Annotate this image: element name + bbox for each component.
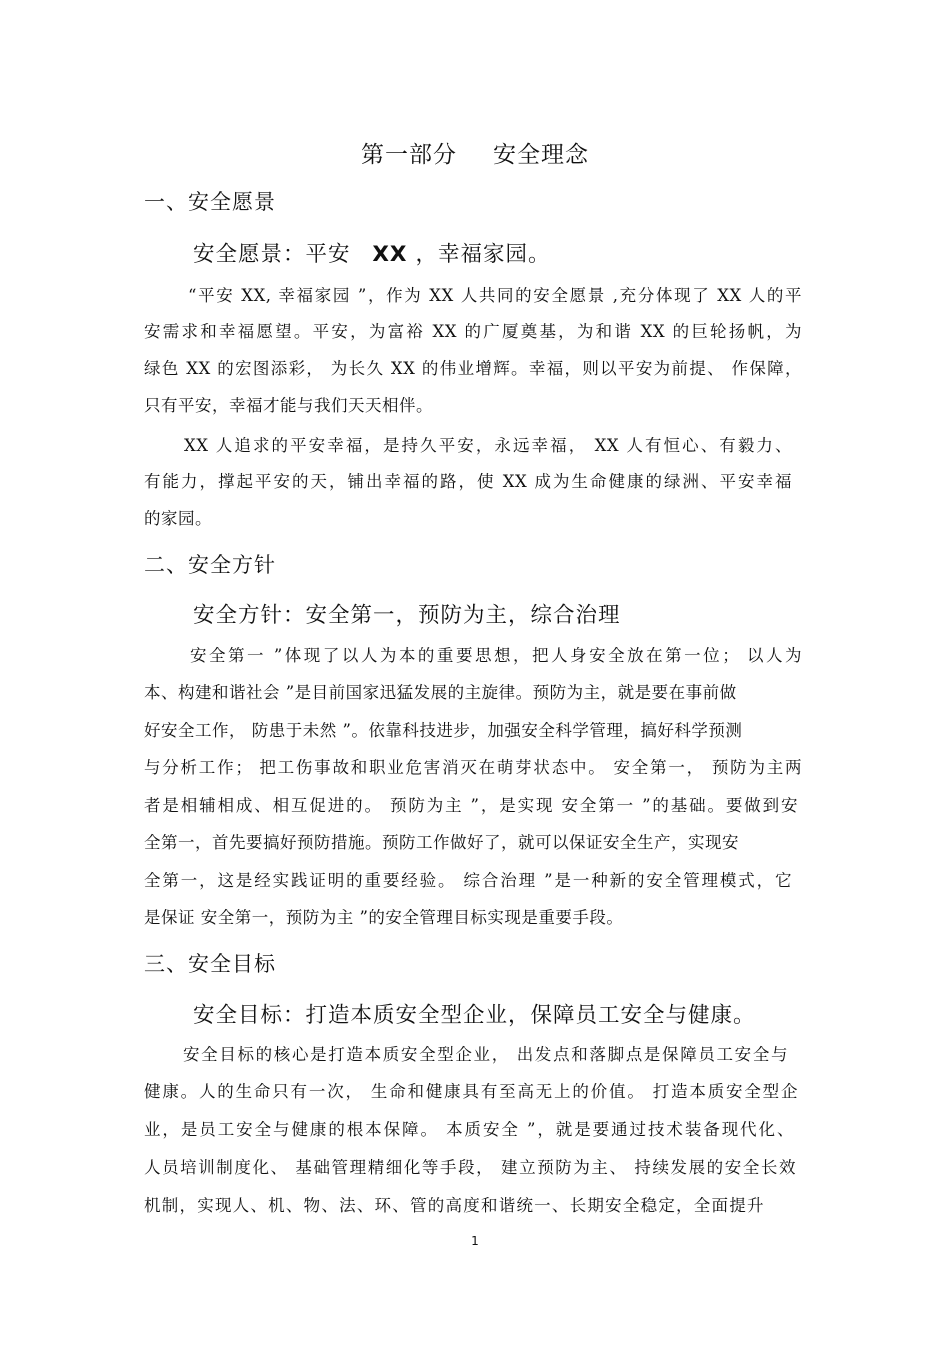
paragraph-line: 安全第一 ”体现了以人为本的重要思想，把人身安全放在第一位； 以人为 [190, 646, 802, 665]
paragraph-line: 者是相辅相成、相互促进的。 预防为主 ”，是实现 安全第一 ”的基础。要做到安 [144, 796, 798, 815]
vision-statement-pre: 安全愿景：平安 [193, 242, 351, 267]
section-heading-vision: 一、安全愿景 [144, 190, 276, 214]
paragraph-line: “平安 XX, 幸福家园 ”，作为 XX 人共同的安全愿景 ,充分体现了 XX 人的平 [188, 286, 802, 305]
paragraph-line: 有能力，撑起平安的天，铺出幸福的路，使 XX 成为生命健康的绿洲、平安幸福 [144, 472, 792, 491]
page-number: 1 [471, 1234, 479, 1248]
paragraph-line: XX 人追求的平安幸福，是持久平安，永远幸福， XX 人有恒心、有毅力、 [184, 436, 792, 455]
paragraph-line: 安全目标的核心是打造本质安全型企业， 出发点和落脚点是保障员工安全与 [183, 1045, 788, 1064]
vision-statement-xx: XX [372, 242, 408, 267]
section-heading-goal: 三、安全目标 [144, 952, 276, 976]
paragraph-line: 的家园。 [144, 509, 212, 528]
paragraph-line: 业，是员工安全与健康的根本保障。 本质安全 ”，就是要通过技术装备现代化、 [144, 1120, 794, 1139]
paragraph-line: 只有平安，幸福才能与我们天天相伴。 [144, 396, 433, 415]
paragraph-line: 是保证 安全第一，预防为主 ”的安全管理目标实现是重要手段。 [144, 908, 624, 927]
title-part: 第一部分 [361, 142, 457, 168]
paragraph-line: 全第一，这是经实践证明的重要经验。 综合治理 ”是一种新的安全管理模式，它 [144, 871, 792, 890]
vision-statement [193, 237, 551, 268]
paragraph-line: 机制，实现人、机、物、法、环、管的高度和谐统一、长期安全稳定，全面提升 [144, 1196, 764, 1215]
paragraph-line: 健康。人的生命只有一次， 生命和健康具有至高无上的价值。 打造本质安全型企 [144, 1082, 798, 1101]
title-name: 安全理念 [493, 142, 589, 168]
paragraph-line: 本、构建和谐社会 ”是目前国家迅猛发展的主旋律。预防为主，就是要在事前做 [144, 683, 737, 702]
policy-statement: 安全方针：安全第一，预防为主，综合治理 [193, 603, 621, 628]
vision-statement-post: ，幸福家园。 [415, 242, 551, 267]
paragraph-line: 安需求和幸福愿望。平安，为富裕 XX 的广厦奠基，为和谐 XX 的巨轮扬帆，为 [144, 322, 802, 341]
paragraph-line: 好安全工作， 防患于未然 ”。依靠科技进步，加强安全科学管理，搞好科学预测 [144, 721, 743, 740]
section-heading-policy: 二、安全方针 [144, 553, 276, 577]
paragraph-line: 绿色 XX 的宏图添彩， 为长久 XX 的伟业增辉。幸福，则以平安为前提、 作保障， [144, 359, 802, 378]
paragraph-line: 全第一，首先要搞好预防措施。预防工作做好了，就可以保证安全生产，实现安 [144, 833, 739, 852]
paragraph-line: 人员培训制度化、 基础管理精细化等手段， 建立预防为主、 持续发展的安全长效 [144, 1158, 796, 1177]
page-title [0, 136, 950, 169]
goal-statement: 安全目标：打造本质安全型企业，保障员工安全与健康。 [193, 1003, 756, 1028]
paragraph-line: 与分析工作； 把工伤事故和职业危害消灭在萌芽状态中。 安全第一， 预防为主两 [144, 758, 802, 777]
